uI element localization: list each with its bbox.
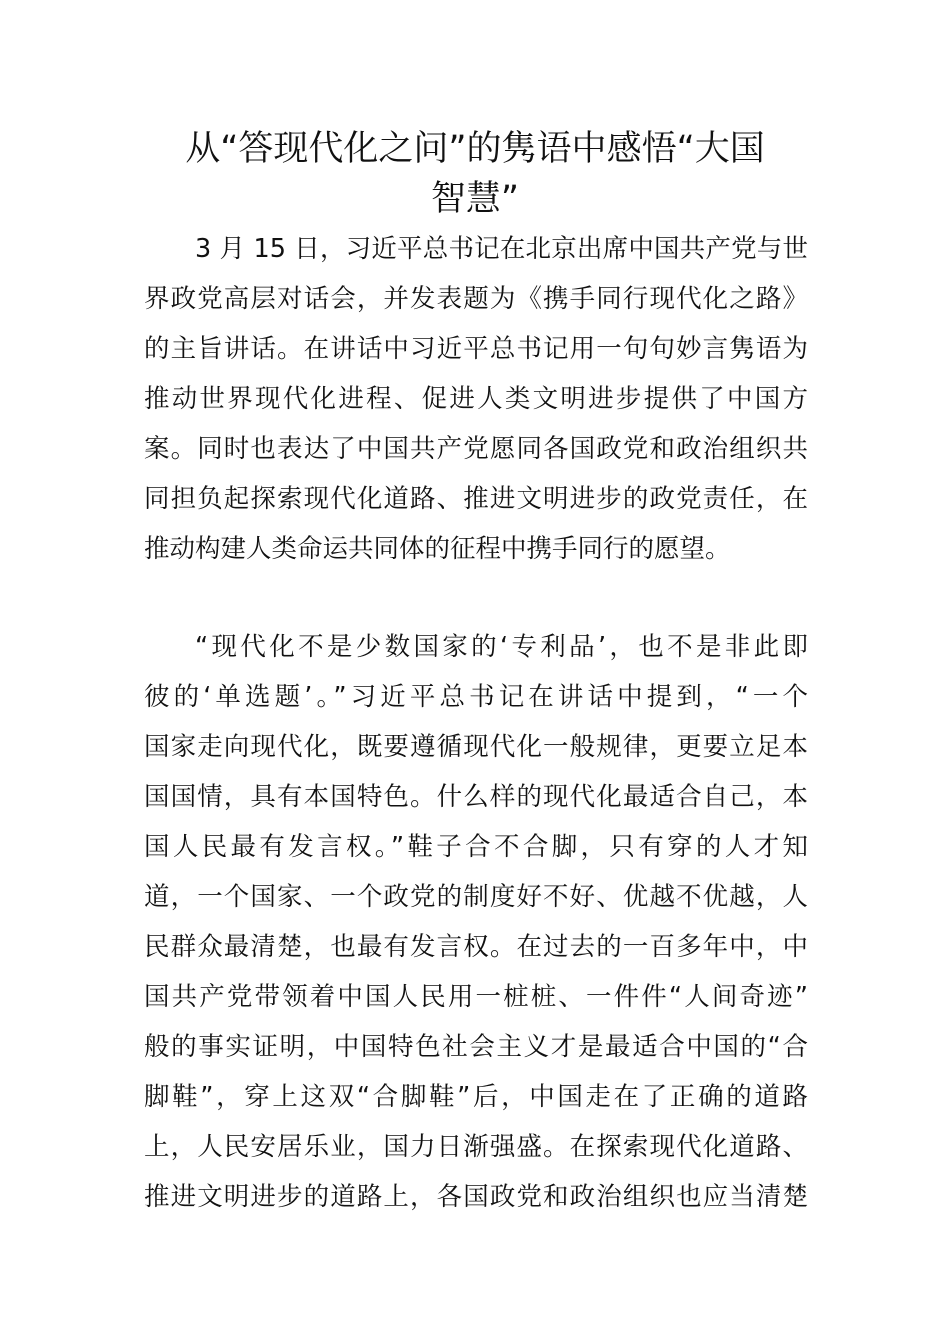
paragraph-line: 般的事实证明，中国特色社会主义才是最适合中国的“合 [144,1032,808,1062]
document-title [140,124,810,224]
paragraph-line: 推动世界现代化进程、促进人类文明进步提供了中国方 [144,384,808,414]
paragraph-line: 同担负起探索现代化道路、推进文明进步的政党责任，在 [144,484,808,514]
paragraph-line: 的主旨讲话。在讲话中习近平总书记用一句句妙言隽语为 [144,334,808,364]
paragraph-1 [144,224,808,574]
title-line-1: 从“答现代化之问”的隽语中感悟“大国 [185,129,765,169]
paragraph-line: 国人民最有发言权。”鞋子合不合脚，只有穿的人才知 [144,832,808,862]
title-line-2: 智慧” [430,179,520,219]
paragraph-line: 脚鞋”，穿上这双“合脚鞋”后，中国走在了正确的道路 [144,1082,808,1112]
paragraph-line: 界政党高层对话会，并发表题为《携手同行现代化之路》 [144,284,808,314]
paragraph-line: 国国情，具有本国特色。什么样的现代化最适合自己，本 [144,782,808,812]
paragraph-line: 案。同时也表达了中国共产党愿同各国政党和政治组织共 [144,434,808,464]
paragraph-line: 推进文明进步的道路上，各国政党和政治组织也应当清楚 [144,1182,808,1212]
paragraph-line: 国共产党带领着中国人民用一桩桩、一件件“人间奇迹” [144,982,808,1012]
paragraph-line: 民群众最清楚，也最有发言权。在过去的一百多年中，中 [144,932,808,962]
paragraph-line: “现代化不是少数国家的‘专利品’，也不是非此即 [195,632,808,662]
paragraph-line: 国家走向现代化，既要遵循现代化一般规律，更要立足本 [144,732,808,762]
paragraph-line: 彼的‘单选题’。”习近平总书记在讲话中提到，“一个 [144,682,808,712]
paragraph-line: 上，人民安居乐业，国力日渐强盛。在探索现代化道路、 [144,1132,808,1162]
paragraph-2 [144,622,808,1222]
paragraph-line: 推动构建人类命运共同体的征程中携手同行的愿望。 [144,534,731,564]
paragraph-line: 道，一个国家、一个政党的制度好不好、优越不优越，人 [144,882,808,912]
paragraph-line: 3 月 15 日，习近平总书记在北京出席中国共产党与世 [195,234,808,264]
